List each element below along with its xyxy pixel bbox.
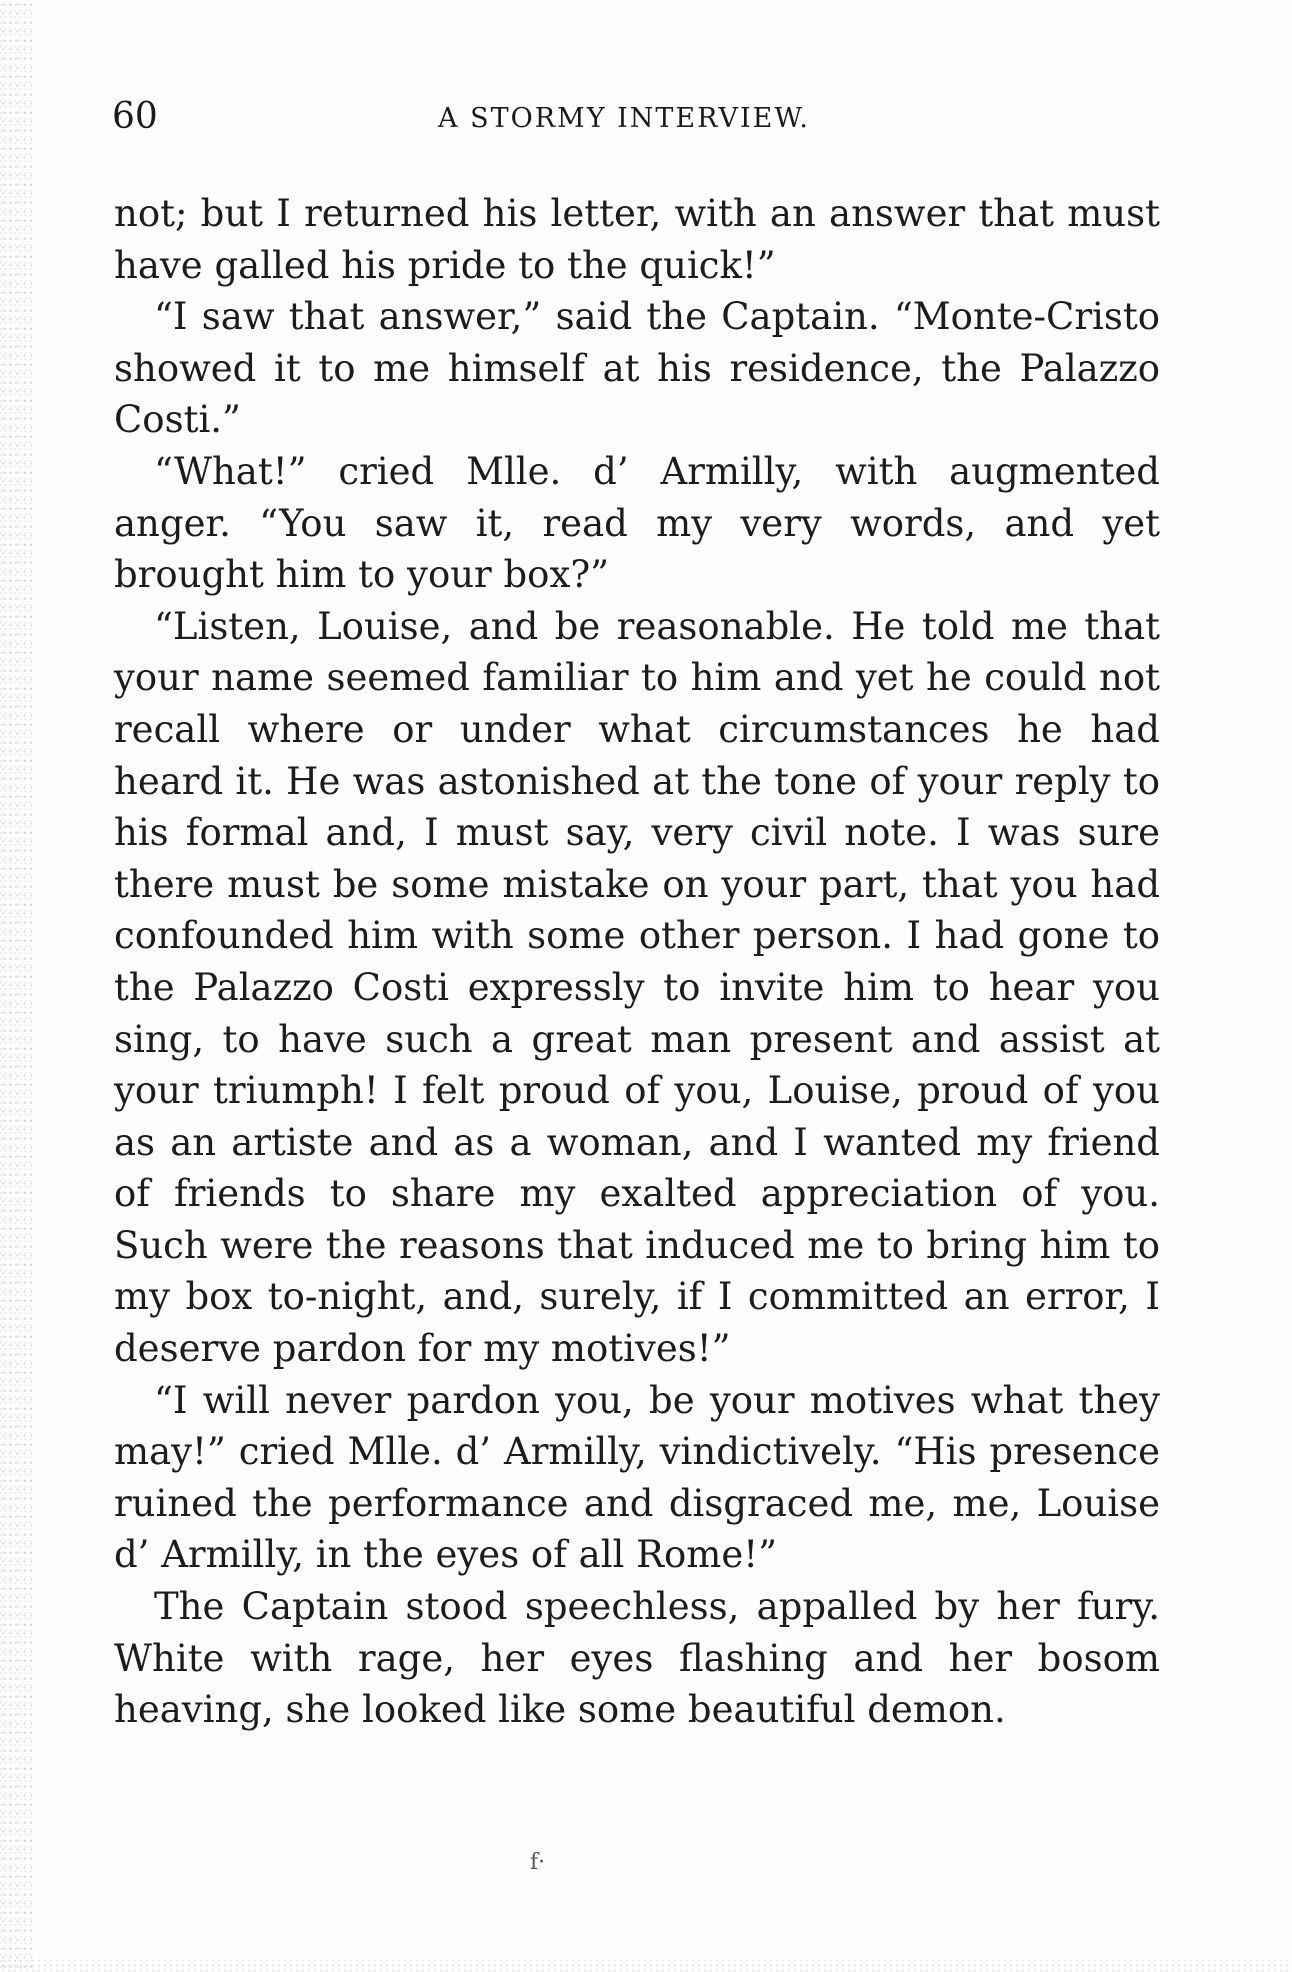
- page-header: [112, 92, 1162, 142]
- running-head: A STORMY INTERVIEW.: [438, 103, 810, 134]
- paragraph: not; but I returned his letter, with an answer that must have galled his pride to the quick!”: [114, 192, 1160, 287]
- footer-mark: f·: [530, 1850, 546, 1875]
- scan-edge-left: [0, 0, 34, 1972]
- paragraph: “Listen, Louise, and be reasonable. He told me that your name seemed familiar to him and yet he could not recall where or under what circumstances he had heard it. He was astonished at the tone of your reply to his formal and, I must say, very civil note. I was sure there must be some mistake on your part, that you had confounded him with some other person. I had gone to the Palazzo Costi expressly to invite him to hear you sing, to have such a great man present and assist at your triumph! I felt proud of you, Louise, proud of you as an artiste and as a woman, and I wanted my friend of friends to share my exalted appreciation of you. Such were the reasons that induced me to bring him to my box to-night, and, surely, if I committed an error, I deserve pardon for my motives!”: [114, 604, 1160, 1371]
- paragraph: “I will never pardon you, be your motives what they may!” cried Mlle. d’ Armilly, vindictively. “His presence ruined the performance and disgraced me, me, Louise d’ Armilly, in the eyes of all Rome!”: [114, 1378, 1160, 1577]
- page-number: 60: [112, 96, 158, 137]
- body-text: [114, 188, 1160, 1736]
- scan-edge-bottom: [0, 1958, 1292, 1972]
- paragraph: “What!” cried Mlle. d’ Armilly, with augmented anger. “You saw it, read my very words, and yet brought him to your box?”: [114, 449, 1160, 597]
- paragraph: “I saw that answer,” said the Captain. “Monte-Cristo showed it to me himself at his residence, the Palazzo Costi.”: [114, 295, 1160, 442]
- paragraph: The Captain stood speechless, appalled by her fury. White with rage, her eyes flashing and her bosom heaving, she looked like some beautiful demon.: [114, 1585, 1160, 1732]
